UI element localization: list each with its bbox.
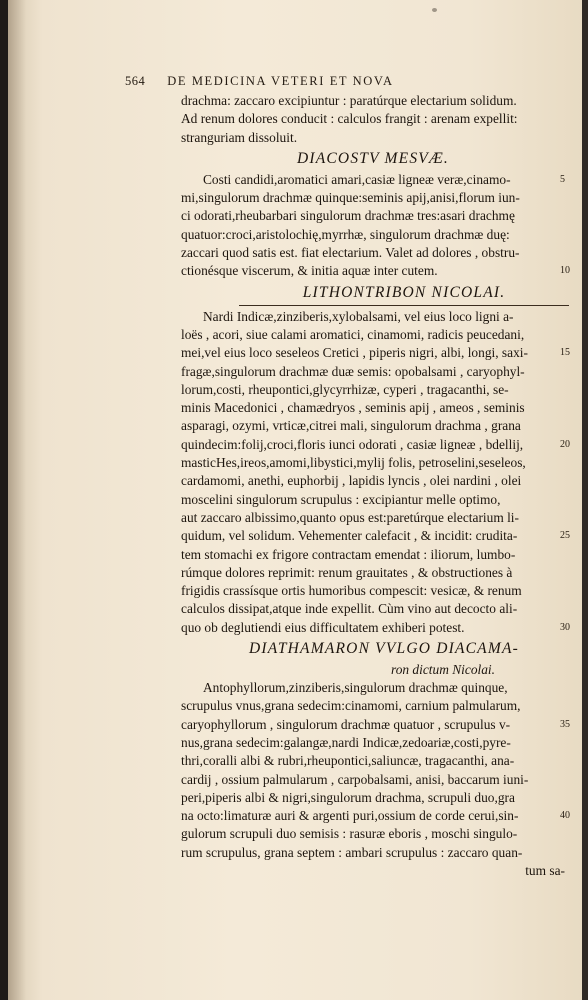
line-number: 10 [560, 265, 570, 276]
text-line: caryophyllorum , singulorum drachmæ quatuor , scrupulus v- [181, 716, 511, 732]
text-line: frigidis crassísque ortis humoribus compescit: vesicæ, & renum [181, 583, 522, 599]
book-page [8, 0, 582, 1000]
text-line: fragæ,singulorum drachmæ duæ semis: opobalsami , caryophyl- [181, 363, 525, 379]
text-line: masticHes,ireos,amomi,libystici,mylij folis, petroselini,seseleos, [181, 455, 526, 471]
text-line: quindecim:folij,croci,floris iunci odorati , casiæ ligneæ , bdellij, [181, 436, 524, 452]
text-line: peri,piperis albi & nigri,singulorum drachma, scrupuli duo,gra [181, 789, 515, 805]
text-line: na octo:limaturæ auri & argenti puri,ossium de corde cerui,sin- [181, 808, 519, 824]
text-line: quatuor:croci,aristolochię,myrrhæ, singulorum drachmæ duę: [181, 226, 510, 242]
text-line: zaccari quod satis est. fiat electarium. Valet ad dolores , obstru- [181, 245, 520, 261]
text-line: aut zaccaro albissimo,quanto opus est:paretúrque electarium li- [181, 509, 519, 525]
line-number: 20 [560, 439, 570, 450]
text-line: tem stomachi ex frigore contractam emendat : iliorum, lumbo- [181, 546, 516, 562]
line-number: 5 [560, 174, 565, 185]
section-subheading: ron dictum Nicolai. [390, 662, 496, 678]
section-heading: DIACOSTV MESVÆ. [296, 149, 450, 167]
text-line: cardij , ossium palmularum , carpobalsami, anisi, baccarum iuni- [181, 771, 529, 787]
text-line: thri,coralli albi & rubri,rheupontici,saliuncæ, tragacanthi, ana- [181, 753, 515, 769]
text-line: quo ob deglutiendi eius difficultatem exhiberi potest. [181, 619, 465, 635]
page-edge [582, 0, 588, 1000]
text-line: asparagi, ozymi, vrticæ,citrei mali, singulorum drachma , grana [181, 418, 521, 434]
text-line: mi,singulorum drachmæ quinque:seminis apij,anisi,florum iun- [181, 190, 520, 206]
folio-number: 564 [125, 74, 146, 88]
text-line: loës , acori, siue calami aromatici, cinamomi, radicis peucedani, [181, 326, 525, 342]
line-number: 30 [560, 622, 570, 633]
text-line: quidum, vel solidum. Vehementer calefacit , & incidit: crudita- [181, 528, 518, 544]
line-number: 15 [560, 347, 570, 358]
text-line: moscelini singulorum scrupulus : excipiantur melle optimo, [181, 491, 501, 507]
text-line: Nardi Indicæ,zinziberis,xylobalsami, vel eius loco ligni a- [203, 308, 514, 324]
text-line: drachma: zaccaro excipiuntur : paratúrque electarium solidum. [181, 93, 517, 108]
text-line: scrupulus vnus,grana sedecim:cinamomi, carnium palmularum, [181, 698, 521, 714]
text-line: ci odorati,rheubarbari singulorum drachmæ tres:asari drachmę [181, 208, 515, 224]
line-number: 35 [560, 719, 570, 730]
line-number: 40 [560, 810, 570, 821]
text-line: rum scrupulus, grana septem : ambari scrupulus : zaccaro quan- [181, 844, 523, 860]
section-heading: DIATHAMARON VVLGO DIACAMA- [249, 640, 519, 658]
paper-spot [432, 8, 437, 12]
text-line: Costi candidi,aromatici amari,casiæ ligneæ veræ,cinamo- [203, 171, 511, 187]
text-line: Ad renum dolores conducit : calculos frangit : arenam expellit: [181, 111, 518, 127]
text-line: gulorum scrupuli duo semisis : rasuræ eboris , moschi singulo- [181, 826, 518, 842]
text-line: minis Macedonici , chamædryos , seminis apij , ameos , seminis [181, 400, 525, 416]
text-line: Antophyllorum,zinziberis,singulorum drachmæ quinque, [203, 680, 508, 696]
text-line: rúmque dolores reprimit: renum grauitates , & obstructiones à [181, 564, 513, 580]
text-line: tum sa- [525, 862, 565, 878]
text-line: ctionésque viscerum, & initia aquæ inter cutem. [181, 263, 438, 279]
text-line: mei,vel eius loco seseleos Cretici , piperis nigri, albi, longi, saxi- [181, 345, 528, 361]
section-heading: LITHONTRIBON NICOLAI. [239, 281, 569, 306]
text-line: cardamomi, anethi, euphorbij , lapidis lyncis , olei nardini , olei [181, 473, 522, 489]
line-number: 25 [560, 530, 570, 541]
running-head [125, 74, 545, 92]
text-line: calculos dissipat,atque inde expellit. Cùm vino aut decocto ali- [181, 601, 518, 617]
binding-edge [0, 0, 8, 1000]
text-line: nus,grana sedecim:galangæ,nardi Indicæ,zedoariæ,costi,pyre- [181, 734, 511, 750]
running-title: DE MEDICINA VETERI ET NOVA [167, 74, 394, 88]
text-block [181, 92, 565, 880]
text-line: stranguriam dissoluit. [181, 129, 298, 145]
text-line: lorum,costi, rheupontici,glycyrrhizæ, cyperi , tragacanthi, se- [181, 381, 509, 397]
